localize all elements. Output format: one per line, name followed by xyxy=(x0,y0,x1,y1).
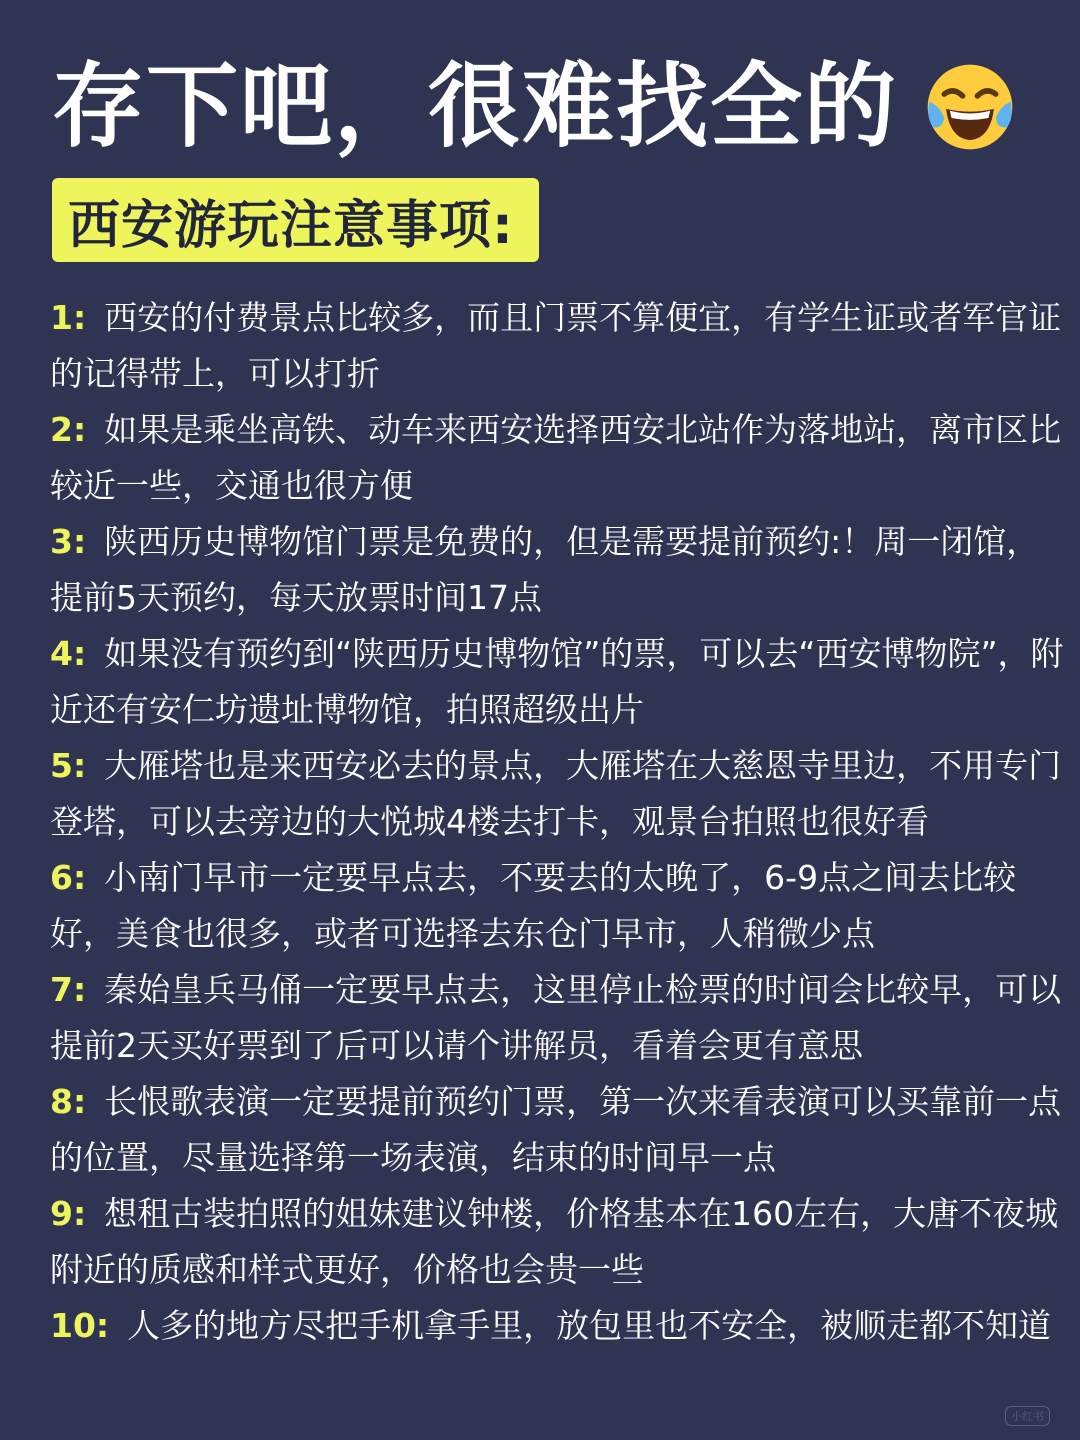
item-number: 9: xyxy=(50,1194,87,1233)
item-text: 小南门早市一定要早点去，不要去的太晚了，6-9点之间去比较好，美食也很多，或者可选择去东仓门早市，人稍微少点 xyxy=(50,858,1017,953)
item-number: 1: xyxy=(50,298,87,337)
subtitle: 西安游玩注意事项: xyxy=(68,195,514,256)
item-text: 大雁塔也是来西安必去的景点，大雁塔在大慈恩寺里边，不用专门登塔，可以去旁边的大悦城4楼去打卡，观景台拍照也很好看 xyxy=(50,746,1062,841)
list-item xyxy=(50,626,1070,738)
list-item xyxy=(50,1298,1070,1354)
item-number: 7: xyxy=(50,970,87,1009)
page-title: 存下吧，很难找全的 xyxy=(52,53,899,160)
item-number: 10: xyxy=(50,1306,110,1345)
item-number: 4: xyxy=(50,634,87,673)
list-item xyxy=(50,850,1070,962)
tips-list xyxy=(50,290,1070,1354)
item-text: 陕西历史博物馆门票是免费的，但是需要提前预约:！周一闭馆，提前5天预约，每天放票时间17点 xyxy=(50,522,1040,617)
list-item xyxy=(50,402,1070,514)
item-text: 想租古装拍照的姐妹建议钟楼，价格基本在160左右，大唐不夜城附近的质感和样式更好，价格也会贵一些 xyxy=(50,1194,1059,1289)
item-number: 2: xyxy=(50,410,87,449)
item-text: 如果是乘坐高铁、动车来西安选择西安北站作为落地站，离市区比较近一些，交通也很方便 xyxy=(50,410,1062,505)
item-number: 8: xyxy=(50,1082,87,1121)
list-item xyxy=(50,738,1070,850)
watermark: 小红书 xyxy=(1005,1406,1050,1426)
item-text: 西安的付费景点比较多，而且门票不算便宜，有学生证或者军官证的记得带上，可以打折 xyxy=(50,298,1062,393)
face-with-tears-of-joy-icon xyxy=(924,61,1016,153)
item-text: 如果没有预约到“陕西历史博物馆”的票，可以去“西安博物院”，附近还有安仁坊遗址博物馆，拍照超级出片 xyxy=(50,634,1064,729)
list-item xyxy=(50,962,1070,1074)
list-item xyxy=(50,290,1070,402)
item-text: 人多的地方尽把手机拿手里，放包里也不安全，被顺走都不知道 xyxy=(127,1306,1052,1345)
list-item xyxy=(50,514,1070,626)
item-text: 秦始皇兵马俑一定要早点去，这里停止检票的时间会比较早，可以提前2天买好票到了后可以请个讲解员，看着会更有意思 xyxy=(50,970,1062,1065)
item-number: 5: xyxy=(50,746,87,785)
list-item xyxy=(50,1074,1070,1186)
title-row xyxy=(52,52,1016,162)
item-text: 长恨歌表演一定要提前预约门票，第一次来看表演可以买靠前一点的位置，尽量选择第一场表演，结束的时间早一点 xyxy=(50,1082,1062,1177)
item-number: 6: xyxy=(50,858,87,897)
item-number: 3: xyxy=(50,522,87,561)
subtitle-badge xyxy=(52,178,539,262)
list-item xyxy=(50,1186,1070,1298)
